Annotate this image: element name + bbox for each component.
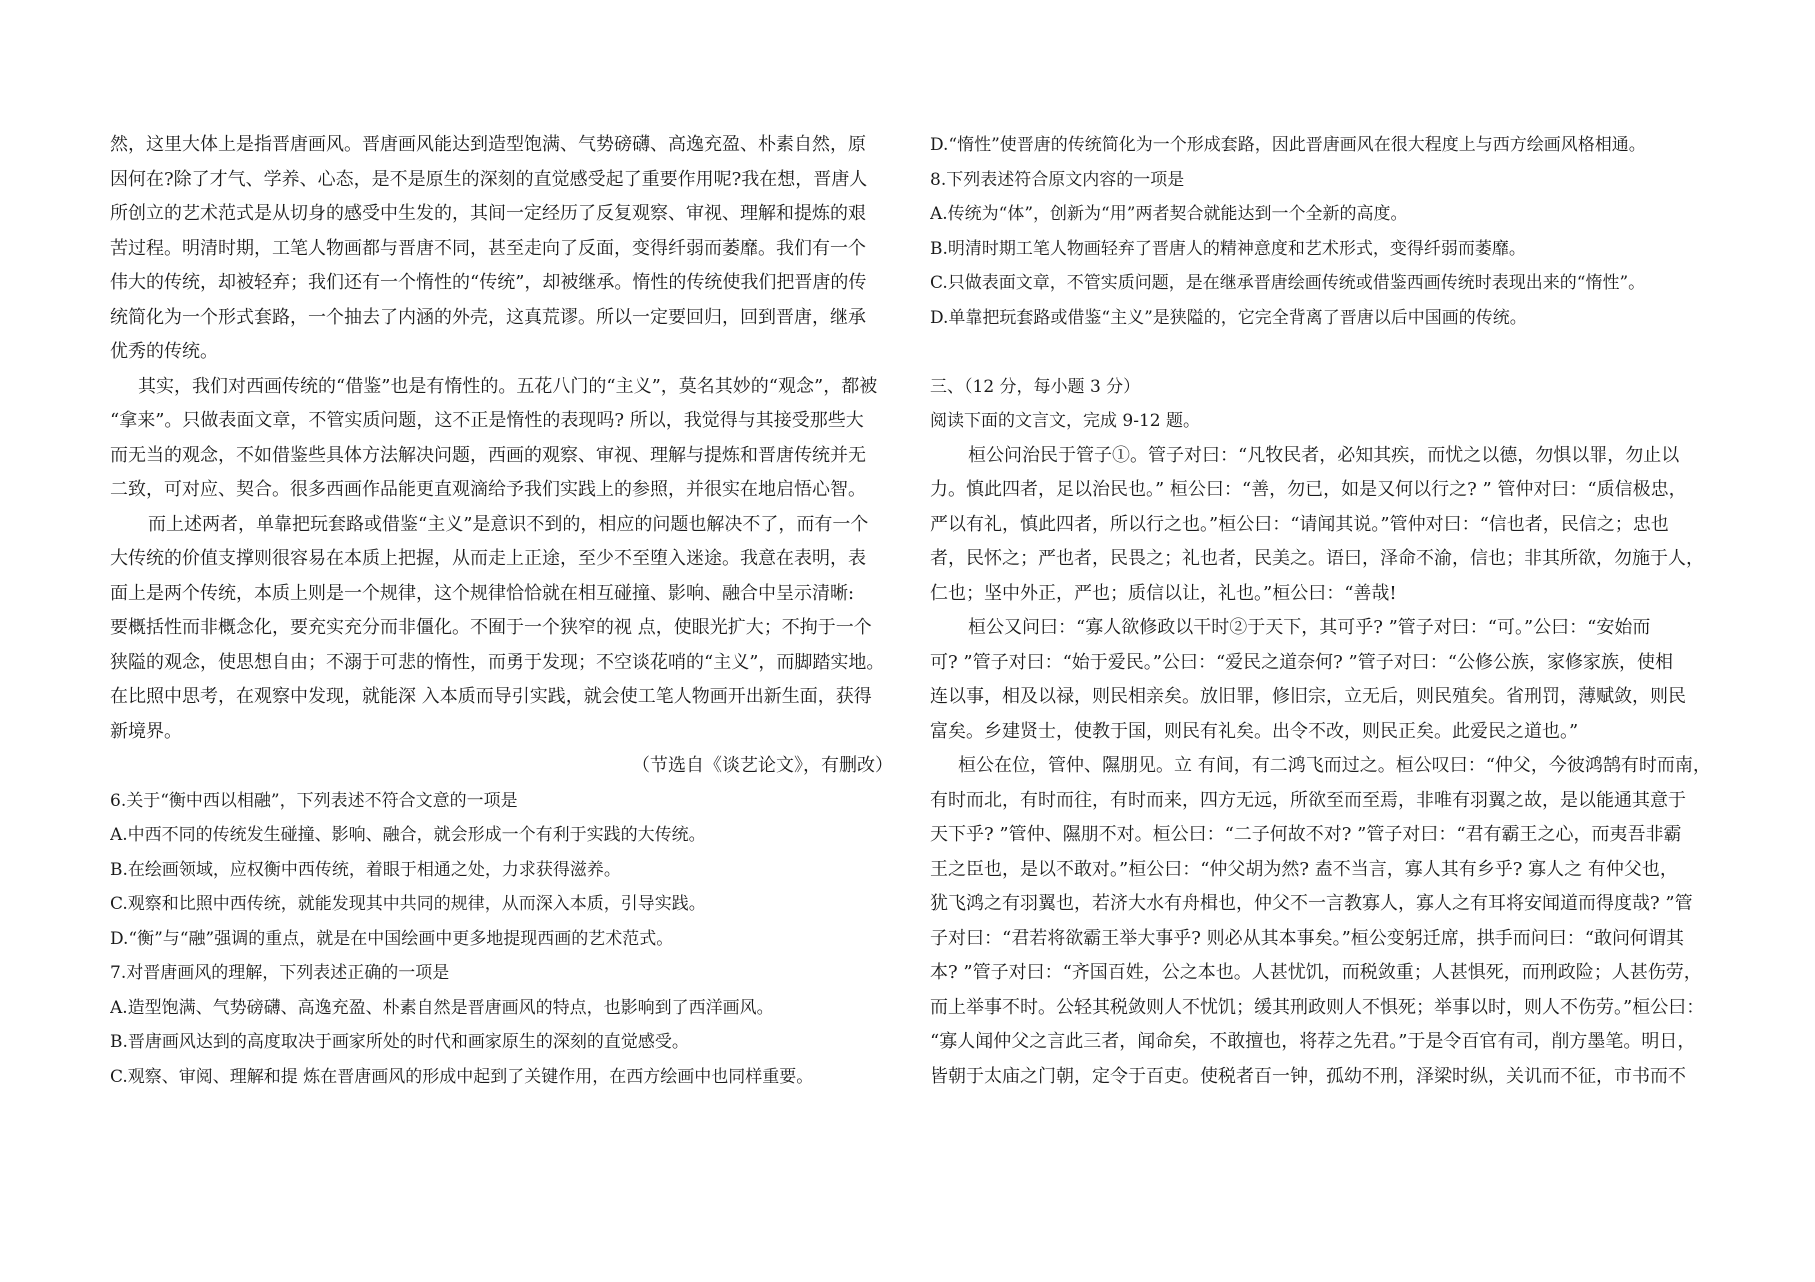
passage-line: 优秀的传统。 (110, 341, 218, 362)
classical-line: 可? ”管子对曰：“始于爱民。”公曰：“爱民之道奈何? ”管子对曰：“公修公族，家修家族，使相 (930, 651, 1673, 673)
question-6-stem: 6.关于“衡中西以相融”，下列表述不符合文意的一项是 (110, 790, 518, 811)
question-8-stem: 8.下列表述符合原文内容的一项是 (930, 169, 1185, 190)
classical-line: 皆朝于太庙之门朝，定令于百吏。使税者百一钟，孤幼不刑，泽梁时纵，关讥而不征，市书而不 (930, 1065, 1686, 1087)
passage-line: 而上述两者，单靠把玩套路或借鉴“主义”是意识不到的，相应的问题也解决不了，而有一个 (148, 513, 869, 535)
classical-line: 桓公在位，管仲、隰朋见。立 有间，有二鸿飞而过之。桓公叹曰：“仲父，今彼鸿鹄有时而南， (958, 755, 1711, 776)
question-7-option-c: C.观察、审阅、理解和提 炼在晋唐画风的形成中起到了关键作用，在西方绘画中也同样重要。 (110, 1066, 814, 1087)
passage-line: 因何在?除了才气、学养、心态，是不是原生的深刻的直觉感受起了重要作用呢?我在想，晋唐人 (110, 168, 868, 190)
question-8-option-b: B.明清时期工笔人物画轻弃了晋唐人的精神意度和艺术形式，变得纤弱而萎靡。 (930, 238, 1526, 259)
classical-line: 者，民怀之；严也者，民畏之；礼也者，民美之。语曰，泽命不渝，信也；非其所欲，勿施于人， (930, 548, 1704, 569)
classical-line: 桓公又问曰：“寡人欲修政以干时②于天下，其可乎? ”管子对曰：“可。”公曰：“安始而 (968, 617, 1651, 638)
passage-line: 其实，我们对西画传统的“借鉴”也是有惰性的。五花八门的“主义”，莫名其妙的“观念”，都被 (138, 375, 878, 397)
classical-line: 子对曰：“君若将欲霸王举大事乎? 则必从其本事矣。”桓公变躬迁席，拱手而问曰：“敢问何谓其 (930, 927, 1684, 949)
question-7-option-d: D.“惰性”使晋唐的传统简化为一个形成套路，因此晋唐画风在很大程度上与西方绘画风格相通。 (930, 135, 1646, 155)
classical-line: 桓公问治民于管子①。管子对曰：“凡牧民者，必知其疾，而忧之以德，勿惧以罪，勿止以 (968, 444, 1680, 466)
passage-line: 伟大的传统，却被轻弃；我们还有一个惰性的“传统”，却被继承。惰性的传统使我们把晋唐的传 (110, 272, 867, 293)
classical-line: 天下乎? ”管仲、隰朋不对。桓公曰：“二子何故不对? ”管子对曰：“君有霸王之心，而夷吾非霸 (930, 824, 1682, 845)
question-8-option-d: D.单靠把玩套路或借鉴“主义”是狭隘的，它完全背离了晋唐以后中国画的传统。 (930, 307, 1527, 328)
question-7-option-a: A.造型饱满、气势磅礴、高逸充盈、朴素自然是晋唐画风的特点，也影响到了西洋画风。 (110, 997, 774, 1018)
passage-line: 统简化为一个形式套路，一个抽去了内涵的外壳，这真荒谬。所以一定要回归，回到晋唐，继承 (110, 306, 866, 328)
spacer (930, 335, 1725, 370)
passage-line: “拿来”。只做表面文章，不管实质问题，这不正是惰性的表现吗? 所以，我觉得与其接受那些大 (110, 410, 864, 431)
classical-line: 仁也；坚中外正，严也；质信以让，礼也。”桓公曰：“善哉! (930, 582, 1397, 604)
section-3-instruction: 阅读下面的文言文，完成 9-12 题。 (930, 411, 1200, 431)
passage-line: 狭隘的观念，使思想自由；不溺于可悲的惰性，而勇于发现；不空谈花哨的“主义”，而脚踏实地。 (110, 651, 885, 673)
classical-line: 连以事，相及以禄，则民相亲矣。放旧罪，修旧宗，立无后，则民殖矣。省刑罚，薄赋敛，则民 (930, 686, 1686, 707)
question-6-option-b: B.在绘画领域，应权衡中西传统，着眼于相通之处，力求获得滋养。 (110, 859, 621, 880)
passage-line: 大传统的价值支撑则很容易在本质上把握，从而走上正途，至少不至堕入迷途。我意在表明，表 (110, 548, 866, 569)
passage-line: 在比照中思考，在观察中发现，就能深 入本质而导引实践，就会使工笔人物画开出新生面，获得 (110, 686, 872, 707)
question-7-option-b: B.晋唐画风达到的高度取决于画家所处的时代和画家原生的深刻的直觉感受。 (110, 1032, 689, 1052)
classical-line: 犹飞鸿之有羽翼也，若济大水有舟楫也，仲父不一言教寡人，寡人之有耳将安闻道而得度哉? ”管 (930, 893, 1693, 914)
question-8-option-c: C.只做表面文章，不管实质问题，是在继承晋唐绘画传统或借鉴西画传统时表现出来的“惰性”。 (930, 273, 1646, 293)
question-7-stem: 7.对晋唐画风的理解，下列表述正确的一项是 (110, 963, 450, 983)
classical-line: 王之臣也，是以不敢对。”桓公曰：“仲父胡为然? 盍不当言，寡人其有乡乎? 寡人之 有仲父也， (930, 858, 1678, 880)
classical-line: 有时而北，有时而往，有时而来，四方无远，所欲至而至焉，非唯有羽翼之故，是以能通其意于 (930, 789, 1686, 811)
question-6-option-a: A.中西不同的传统发生碰撞、影响、融合，就会形成一个有利于实践的大传统。 (110, 825, 706, 845)
passage-line: 然，这里大体上是指晋唐画风。晋唐画风能达到造型饱满、气势磅礴、高逸充盈、朴素自然，原 (110, 134, 866, 155)
question-8-option-a: A.传统为“体”，创新为“用”两者契合就能达到一个全新的高度。 (930, 204, 1408, 224)
classical-line: 富矣。乡建贤士，使教于国，则民有礼矣。出令不改，则民正矣。此爱民之道也。” (930, 720, 1579, 742)
passage-line: 面上是两个传统，本质上则是一个规律，这个规律恰恰就在相互碰撞、影响、融合中呈示清晰: (110, 582, 855, 604)
passage-line: 新境界。 (110, 720, 182, 742)
section-3-title: 三、（12 分，每小题 3 分） (930, 376, 1141, 397)
source-citation: （节选自《谈艺论文》，有删改） (632, 755, 893, 776)
question-6-option-c: C.观察和比照中西传统，就能发现其中共同的规律，从而深入本质，引导实践。 (110, 894, 706, 914)
classical-line: 而上举事不时。公轻其税敛则人不忧饥；缓其刑政则人不惧死；举事以时，则人不伤劳。”桓公曰： (930, 996, 1705, 1018)
passage-line: 所创立的艺术范式是从切身的感受中生发的，其间一定经历了反复观察、审视、理解和提炼的艰 (110, 203, 866, 224)
classical-line: “寡人闻仲父之言此三者，闻命矣，不敢擅也，将荐之先君。”于是令百官有司，削方墨笔。明日， (930, 1031, 1696, 1052)
left-column (110, 128, 905, 1094)
classical-line: 严以有礼，慎此四者，所以行之也。”桓公曰：“请闻其说。”管仲对曰：“信也者，民信之；忠也 (930, 513, 1669, 535)
passage-line: 而无当的观念，不如借鉴些具体方法解决问题，西画的观察、审视、理解与提炼和晋唐传统并无 (110, 444, 866, 466)
question-6-option-d: D.“衡”与“融”强调的重点，就是在中国绘画中更多地提现西画的艺术范式。 (110, 928, 674, 949)
passage-line: 苦过程。明清时期，工笔人物画都与晋唐不同，甚至走向了反面，变得纤弱而萎靡。我们有一个 (110, 237, 866, 259)
classical-line: 本? ”管子对曰：“齐国百姓，公之本也。人甚忧饥，而税敛重；人甚惧死，而刑政险；人甚伤劳， (930, 962, 1702, 983)
passage-line: 要概括性而非概念化，要充实充分而非僵化。不囿于一个狭窄的视 点，使眼光扩大；不拘于一个 (110, 617, 872, 638)
right-column (930, 128, 1725, 1094)
classical-line: 力。慎此四者，足以治民也。” 桓公曰：“善，勿已，如是又何以行之? ” 管仲对曰：“质信极忠， (930, 479, 1687, 500)
passage-line: 二致，可对应、契合。很多西画作品能更直观滴给予我们实践上的参照，并很实在地启悟心智。 (110, 479, 866, 500)
